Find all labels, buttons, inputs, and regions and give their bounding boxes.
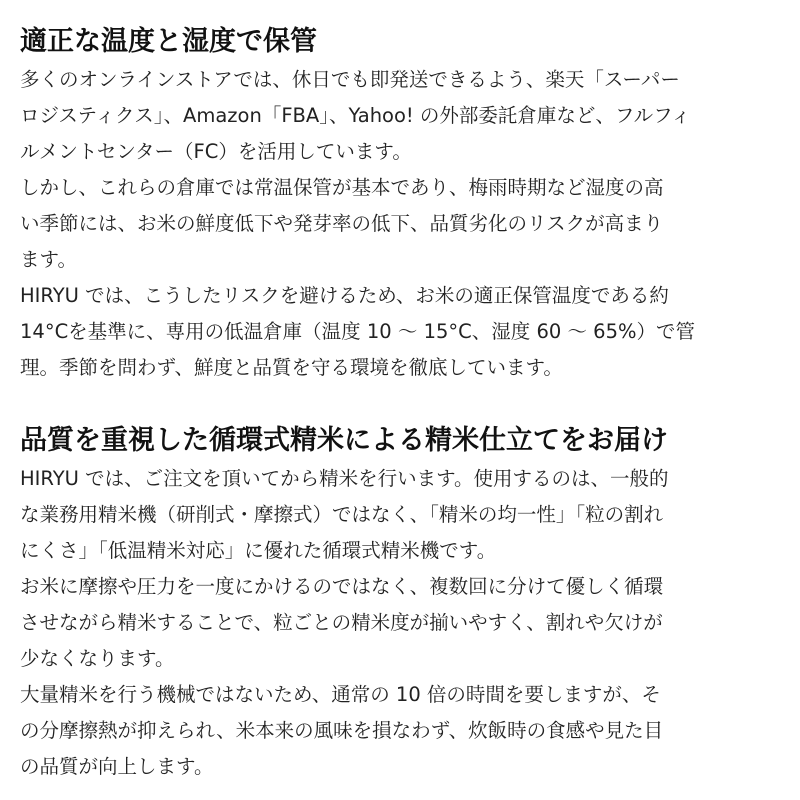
text-line: ルメントセンター（FC）を活用しています。: [20, 140, 412, 163]
milling-paragraph-3: [20, 677, 780, 785]
text-line: しかし、これらの倉庫では常温保管が基本であり、梅雨時期など湿度の高: [20, 176, 664, 199]
text-line: な業務用精米機（研削式・摩擦式）ではなく、「精米の均一性」「粒の割れ: [20, 503, 664, 526]
storage-heading: 適正な温度と湿度で保管: [20, 26, 317, 57]
text-line: の品質が向上します。: [20, 755, 214, 778]
text-line: お米に摩擦や圧力を一度にかけるのではなく、複数回に分けて優しく循環: [20, 575, 664, 598]
milling-paragraph-1: [20, 461, 780, 569]
text-line: 理。季節を問わず、鮮度と品質を守る環境を徹底しています。: [20, 356, 563, 379]
text-line: させながら精米することで、粒ごとの精米度が揃いやすく、割れや欠けが: [20, 611, 663, 634]
storage-paragraph-3: [20, 278, 780, 386]
text-line: 少なくなります。: [20, 647, 175, 670]
storage-paragraph-2: [20, 170, 780, 278]
text-line: HIRYU では、こうしたリスクを避けるため、お米の適正保管温度である約: [20, 284, 669, 307]
milling-heading: 品質を重視した循環式精米による精米仕立てをお届け: [20, 425, 668, 456]
text-line: 多くのオンラインストアでは、休日でも即発送できるよう、楽天「スーパー: [20, 68, 680, 91]
text-line: HIRYU では、ご注文を頂いてから精米を行います。使用するのは、一般的: [20, 467, 669, 490]
text-line: ロジスティクス」、Amazon「FBA」、Yahoo! の外部委託倉庫など、フルフィ: [20, 104, 691, 127]
milling-section: [20, 423, 780, 785]
milling-paragraph-2: [20, 569, 780, 677]
text-line: い季節には、お米の鮮度低下や発芽率の低下、品質劣化のリスクが高まり: [20, 212, 664, 235]
text-line: 14°Cを基準に、専用の低温倉庫（温度 10 〜 15°C、湿度 60 〜 65%）で管: [20, 320, 696, 343]
text-line: にくさ」「低温精米対応」に優れた循環式精米機です。: [20, 539, 497, 562]
text-line: の分摩擦熱が抑えられ、米本来の風味を損なわず、炊飯時の食感や見た目: [20, 719, 664, 742]
storage-section: [20, 24, 780, 386]
text-line: 大量精米を行う機械ではないため、通常の 10 倍の時間を要しますが、そ: [20, 683, 661, 706]
storage-paragraph-1: [20, 62, 780, 170]
text-line: ます。: [20, 248, 77, 271]
